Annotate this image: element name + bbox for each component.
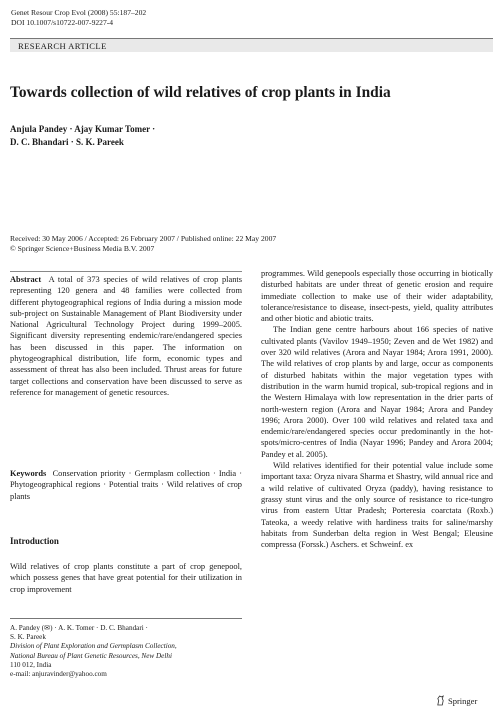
abstract-text: A total of 373 species of wild relatives of crop plants representing 120 genera and 48 families were collected from different phytogeographical regions of India during a mission mode sub-project on Sustainable Management of Plant Biodiversity under National Agricultural Technology Project during 1999–2005. Significant diversity representing endemic/rare/endangered species has been discussed in this paper. The information on phytogeographical distribution, life form, economic types and assessment of threat has also been included. Thrust areas for future target collections and conservation have been discussed to serve as reference for management of genetic resources.	[10, 275, 242, 397]
dates-line: Received: 30 May 2006 / Accepted: 26 February 2007 / Published online: 22 May 2007	[10, 234, 277, 243]
affiliation-line-1: Division of Plant Exploration and Germplasm Collection,	[10, 642, 177, 651]
publisher-logo	[436, 695, 477, 706]
body-paragraph-2: The Indian gene centre harbours about 166 species of native cultivated plants (Vavilov 1949–1950; Zeven and de Wet 1982) and over 320 wild relatives (Arora and Nayar 1984; Arora 1991, 2000). The wild relatives of crop plants by and large, occur as components of disturbed habitats within the major vegetation types with distribution in the warm humid tropical, sub-tropical regions and in the Western Himalaya with low representation in the drier parts of north-western region (Arora and Nayar 1984; Arora and Pandey 1996; Arora 2000). Over 100 wild relatives and related taxa and endemic/rare/endangered species occur predominantly in the hot-spots/micro-centres of India (Nayar 1996; Pandey and Arora 2004; Pandey et al. 2005).	[261, 325, 493, 459]
springer-horse-icon	[436, 695, 445, 706]
copyright-line: © Springer Science+Business Media B.V. 2007	[10, 243, 155, 253]
keywords-label: Keywords	[10, 469, 47, 478]
introduction-text	[10, 561, 242, 595]
author-list	[10, 123, 490, 148]
affiliation-line-3: 110 012, India	[10, 660, 52, 669]
body-paragraph-1: programmes. Wild genepools especially those occurring in biotically disturbed habitats are under threat of genetic erosion and require immediate collection to make use of their wider adaptability, tolerance/resistance to disease, insect-pests, yield, quality attributes and other biotic and abiotic traits.	[261, 269, 493, 324]
footnote-author-2: S. K. Pareek	[10, 633, 46, 642]
keywords-text: Conservation priority · Germplasm collection · India · Phytogeographical regions · Potential traits · Wild relatives of crop plants	[10, 469, 243, 501]
journal-header	[11, 8, 146, 27]
keywords-section	[10, 468, 242, 502]
doi[interactable]: DOI 10.1007/s10722-007-9227-4	[11, 17, 114, 27]
article-type-banner: RESEARCH ARTICLE	[10, 38, 493, 52]
email-link[interactable]: e-mail: anjuravinder@yahoo.com	[10, 670, 107, 679]
right-column	[261, 268, 493, 550]
section-heading-introduction: Introduction	[10, 536, 59, 546]
footnote-authors: A. Pandey (✉) · A. K. Tomer · D. C. Bhandari ·	[10, 624, 148, 632]
affiliation-line-2: National Bureau of Plant Genetic Resources, New Delhi	[10, 651, 172, 660]
author-footnote	[10, 618, 242, 679]
author-line-2: D. C. Bhandari · S. K. Pareek	[10, 136, 124, 147]
author-line-1: Anjula Pandey · Ajay Kumar Tomer ·	[10, 124, 156, 134]
body-paragraph-3: Wild relatives identified for their potential value include some important taxa: Oryza nivara Sharma et Shastry, wild annual rice and a wild relative of cultivated Oryza (paddy), having resistance to grassy stunt virus and the only source of resistance to rice-tungro virus from eastern Uttar Pradesh; Porteresia coarctata (Roxb.) Tateoka, a weedy relative with hardiness traits for saline/marshy habitats from Sunderban delta region in West Bengal; Eleusine compressa (Forssk.) Aschers. et Schweinf. ex	[261, 461, 493, 550]
paper-title: Towards collection of wild relatives of crop plants in India	[10, 84, 391, 101]
journal-citation: Genet Resour Crop Evol (2008) 55:187–202	[11, 8, 147, 17]
publication-dates	[10, 234, 490, 253]
intro-paragraph: Wild relatives of crop plants constitute a part of crop genepool, which possess genes that have great potential for their utilization in crop improvement	[10, 562, 242, 594]
abstract-label: Abstract	[10, 275, 42, 284]
abstract-section	[10, 271, 242, 398]
publisher-name: Springer	[448, 695, 478, 706]
